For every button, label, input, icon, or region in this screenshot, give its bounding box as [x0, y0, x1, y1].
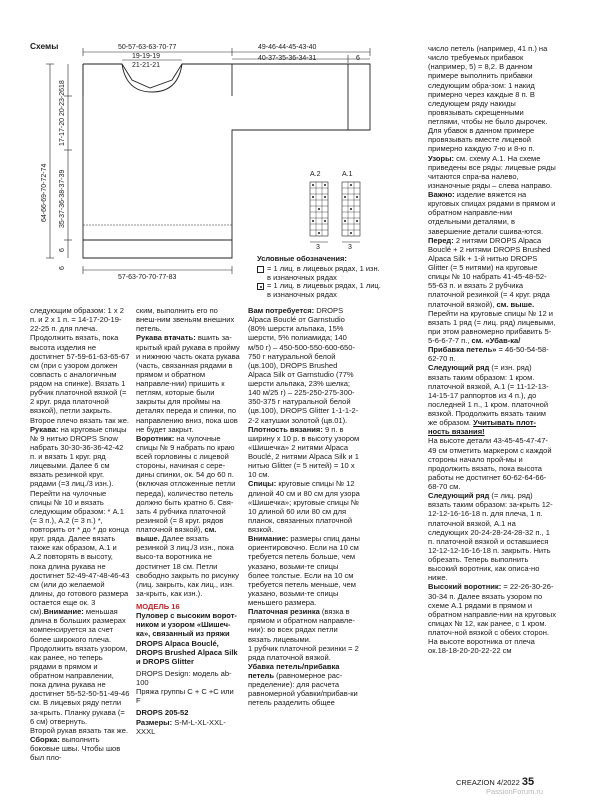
heading-assembly: Сборка:	[30, 734, 60, 744]
heading-attention: Внимание:	[43, 607, 84, 617]
heading-next-row: Следующий ряд	[428, 363, 490, 373]
sizes-line	[136, 718, 240, 736]
see-above-ref: см. выше.	[136, 525, 217, 544]
magazine-name: CREAZION 4/2022	[456, 778, 520, 787]
text-column-2	[136, 306, 240, 736]
paragraph	[428, 363, 556, 436]
yarn-group: Пряжа группы C + C +C или F	[136, 687, 234, 706]
dim-side: 35-37-36-38-37-39	[59, 169, 66, 228]
empty-square-icon	[257, 266, 264, 273]
paragraph-text: круговые спицы № 12 длиной 40 см и 80 см для узора «Шишечка»; круговые спицы № 10 длиной 60 или 80 см для планок, связанных платочной вязкой.	[248, 479, 360, 534]
heading-collar: Воротник:	[136, 433, 175, 443]
schema-title: Схемы	[30, 41, 59, 51]
paragraph	[248, 662, 360, 708]
ref-inc-dec: см. «Убав-ка/Прибавка петель»	[428, 336, 521, 355]
heading-next-row: Следующий ряд	[428, 491, 490, 501]
paragraph	[428, 154, 556, 191]
paragraph-text: 9 п. в ширину х 10 р. в высоту узором «Шишечка» 2 нитями Alpaca Bouclé, 2 нитями Alpaca Silk и 1 нитью Glitter (= 5 нитей) = 10 х 10 см.	[248, 424, 360, 480]
paragraph: ским, выполнить его по внеш-ним звеньям внешних петель.	[136, 306, 235, 334]
paragraph-text: (= лиц. ряд) вязать таким образом: за-крыть 12-12-12-16-16-18 п. для плеча, 1 п. платочной вязкой, А.1 на следующих 20-24-28-24-28-32 п., 1 п. платочной вязкой и оставшиеся 12-12-12-16-16-18 п. закрыть. Нить обрезать. Теперь выполнить высокий воротник, как описа-но ниже.	[428, 491, 553, 583]
paragraph-text: см. схему А.1. На схеме приведены все ряды: лицевые ряды читаются спра-ва налево, изнаночные ряды – слева направо.	[428, 153, 556, 190]
model-title: Пуловер с высоким ворот-ником и узором «Шишеч-ка», связанный из пряжи DROPS Alpaca Bouclé, DROPS Brushed Alpaca Silk и DROPS Glitter	[136, 611, 238, 666]
note-gauge: Учитывать плот-ность вязания!	[428, 418, 537, 437]
paragraph-text: меньшая длина в больших размерах компенсируется за счет более широкого плеча. Продолжить вязать узором, как ранее, но теперь рядами в прямом и обратном направлении, пока длина рукава не достигнет 55-52-50-51-49-46 см. В лицевых ряду петли за-крыть. Планку рукава (= 6 см) отвернуть.	[30, 607, 130, 726]
dim-top-width: 50-57-63-63-70-77	[118, 44, 177, 51]
heading-front: Перед:	[428, 235, 454, 245]
heading-attention: Внимание:	[248, 534, 289, 544]
paragraph: число петель (например, 41 п.) на число требуемых прибавок (например, 5) = 8,2. В данном примере выполнить прибавки следующим обра-зом: 1 накид примерно через каждые 8 п. В следующем ряду накиды провязывать скрещенными петлями, чтобы не было дырочек.	[428, 44, 548, 126]
paragraph	[30, 735, 130, 762]
heading-high-collar: Высокий воротник:	[428, 582, 502, 592]
paragraph: На высоте детали 43-45-45-47-47-49 см отметить маркером с каждой стороны начало прой-мы и продолжить вязать, пока высота работы не достигнет 60-62-64-66-68-70 см.	[428, 436, 552, 491]
paragraph-text: на круговые спицы № 9 нитью DROPS Snow набрать 30-30-36-36-42-42 п. и вязать 1 круг. ряд лицевыми. Далее 6 см вязать резинкой круг. рядами (=3 лиц./3 изн.). Перейти на чулочные спицы № 10 и вязать следующим образом: * А.1 (= 3 п.), А.2 (= 3 п.) *, повторить от * до * до конца круг. ряда. Далее вязать также как образом, А.1 и А.2 повторять в высоту, пока длина рукава не достигнет 52-49-47-48-46-43 см (или до желаемой длины, до готового размера остается еще ок. 3 см).	[30, 424, 130, 617]
paragraph: Продолжить вязать, пока высота изделия не достигнет 57-59-61-63-65-67 см (при с узором должен совпасть с аналогичным рядом на спинке). Вязать 1 рубчик платочной вязкой (= 2 круг. ряда платочной вязкой), петли закрыть. Второе плечо вязать так же.	[30, 333, 130, 425]
chart-a1-grid	[342, 182, 360, 242]
paragraph-text: изделие вяжется на круговых спицах рядами в прямом и обратном направле-нии отдельными деталями, в завершение детали сшива-ются.	[428, 190, 556, 236]
page-number: 35	[521, 776, 535, 788]
paragraph-text: (= изн. ряд) вязать таким образом: 1 кром. платочной вязкой, А.1 (= 11-12-13-14-15-17 раппортов из 4 п.), до последней 1 п., 1 кром. платочной вязкой. Продолжить вязать таким же образом.	[428, 363, 549, 428]
paragraph-text: вшить за-крытый край рукава в пройму и нижнюю часть оката рукава (часть, связанная рядами в прямом и обратном направле-нии) пришить к петлям, которые были закрыты для проймы на деталях переда и спинки, по направлению вниз, пока шов не будет закрыт.	[136, 333, 240, 434]
legend	[257, 255, 427, 300]
paragraph	[428, 236, 556, 364]
heading-sleeves: Рукава:	[30, 424, 59, 434]
text-column-3	[248, 306, 360, 708]
chart-a1-repeat: 3	[348, 244, 352, 251]
legend-title: Условные обозначения:	[257, 254, 347, 263]
paragraph-text: (вязка в прямом и обратном направле-нии): во всех рядах петли вязать лицевыми.	[248, 607, 355, 644]
dim-bottom: 57-63-70-70-77-83	[118, 274, 177, 281]
paragraph-text: DROPS Alpaca Bouclé от Garnstudio (80% шерсти альпака, 15% шерсти, 5% полиамида; 140 м/50 г) – 450-500-550-600-650-750 г натуральной белой (цв.100), DROPS Brushed Alpaca Silk от Garnstudio (77% шерсти альпака, 23% шелка; 140 м/25 г) – 225-250-275-300-350-375 г натуральной белой (цв.100), DROPS Glitter 1-1-1-2-2-2 катушки золотой (цв.01).	[248, 306, 359, 425]
heading-inc-dec: Убавка петель/прибавка петель	[248, 661, 340, 680]
heading-gauge: Плотность вязания:	[248, 424, 323, 434]
paragraph	[30, 425, 130, 726]
paragraph-text: Далее вязать резинкой 3 лиц./3 изн., пока высо-та воротника не достигнет 18 см. Петли свободно закрыть по рисунку (лиц. закрыть, как лиц., изн. за-крыть, как изн.).	[136, 534, 239, 598]
paragraph: Для убавок в данном примере провязывать вместе лицевой примерно каждую 7-ю и 8-ю п.	[428, 126, 535, 154]
heading-sizes: Размеры:	[136, 717, 173, 727]
dim-rib-2: 6	[59, 266, 66, 270]
dim-armhole: 17-17-20 20-23-26	[59, 88, 66, 146]
legend-item-2-b: в изнаночных рядах	[267, 290, 337, 300]
paragraph-text: (равномерное рас-пределение): для расчета равномерной убавки/прибав-ки петель разделить общее	[248, 671, 358, 708]
dim-rib-1: 6	[59, 248, 66, 252]
model-number: МОДЕЛЬ 16	[136, 602, 180, 611]
heading-important: Важно:	[428, 190, 455, 199]
paragraph	[248, 425, 360, 480]
legend-item-2-a: = 1 лиц. в лицевых рядах, 1 лиц.	[267, 281, 381, 291]
paragraph-text: = 46-50-54-58-62-70 п.	[428, 345, 549, 364]
heading-set-in-sleeves: Рукава втачать:	[136, 333, 196, 343]
paragraph	[428, 491, 556, 582]
chart-a1-label: A.1	[342, 171, 353, 178]
sizes-value: S-M-L-XL-XXL-XXXL	[136, 717, 226, 736]
paragraph-text: = 22-26-30-26-30-34 п. Далее вязать узором по схеме А.1 рядами в прямом и обратном направле-нии на круговых спицах № 12, как ранее, с 1 кром. платоч-ной вязкой с обеих сторон. На высоте воротника от плеча ок.18-18-20-20-22-22 см	[428, 582, 556, 656]
paragraph	[248, 479, 360, 534]
dim-body-length: 64-66-69-70-72-74	[41, 163, 48, 222]
heading-materials: Вам потребуется:	[248, 306, 315, 315]
paragraph-text: 2 нитями DROPS Alpaca Bouclé + 2 нитями DROPS Brushed Alpaca Silk + 1-й нитью DROPS Glitter (= 5 нитями) на круговые спицы № 10 набрать 41-45-48-52-55-63 п. и вязать 2 рубчика платочной резинкой (= 4 круг. ряда платочной вязкой),	[428, 235, 551, 309]
dim-neck-top: 19-19-19	[132, 53, 161, 60]
legend-item-1-b: в изнаночных рядах	[267, 272, 337, 282]
paragraph-text: размеры спиц даны ориентировочно. Если на 10 см требуется петель больше, чем указано, возьми-те спицы более толстые. Если на 10 см требуется петель меньше, чем указано, возьми-те спицы меньшего размера.	[248, 534, 360, 607]
paragraph	[136, 434, 240, 598]
dim-cuff: 6	[356, 55, 360, 62]
chart-a2-repeat: 3	[316, 244, 320, 251]
heading-needles: Спицы:	[248, 479, 277, 489]
chart-a2-label: A.2	[310, 171, 321, 178]
see-above-ref: см. выше.	[496, 299, 535, 309]
dim-sleeve-under: 40-37-35-36-34-31	[258, 55, 317, 62]
dot-square-icon	[257, 283, 264, 290]
paragraph	[248, 306, 360, 425]
dim-sleeve-top: 49-46-44-45-43-40	[258, 44, 317, 51]
paragraph-text: на чулочные спицы № 9 набрать по краю всей горловины с лицевой стороны, начиная с сере-дины спинки, ок. 54 до 60 п. (включая отложенные петли переда), количество петель должно быть кратно 6. Свя-зать 4 рубчика платочной резинкой (= 8 круг. рядов платочной вязкой),	[136, 433, 236, 534]
paragraph	[428, 582, 556, 655]
heading-garter-rib: Платочная резинка	[248, 607, 320, 617]
paragraph-text: Перейти на круговые спицы № 12 и вязать 1 ряд (= лиц. ряд) лицевыми, при этом равномерно прибавить 5-5-6-6-7-7 п.,	[428, 308, 556, 345]
paragraph	[428, 190, 556, 236]
text-column-1	[30, 306, 130, 762]
design-credit: DROPS Design: модель ab-100	[136, 668, 232, 687]
paragraph-text: выполнить боковые швы. Чтобы шов был пло-	[30, 734, 121, 763]
paragraph	[136, 333, 240, 433]
heading-patterns: Узоры:	[428, 153, 455, 163]
dim-neck-bottom: 21-21-21	[132, 62, 161, 69]
chart-a2-grid	[310, 182, 328, 242]
watermark: PassionForum.ru	[486, 787, 544, 796]
dim-shoulder: 18	[59, 80, 66, 88]
legend-item-1-a: = 1 лиц. в лицевых рядах, 1 изн.	[267, 263, 380, 273]
paragraph: следующим образом: 1 х 2 п. и 2 х 1 п. = 14-17-20-19-22-25 п. для плеча.	[30, 306, 124, 334]
drops-code: DROPS 205-52	[136, 708, 189, 718]
paragraph: Второй рукав вязать так же.	[30, 725, 129, 735]
text-column-4	[428, 44, 556, 655]
paragraph	[248, 534, 360, 607]
paragraph	[248, 607, 360, 644]
paragraph: 1 рубчик платочной резинки = 2 ряда платочной вязкой.	[248, 643, 359, 662]
